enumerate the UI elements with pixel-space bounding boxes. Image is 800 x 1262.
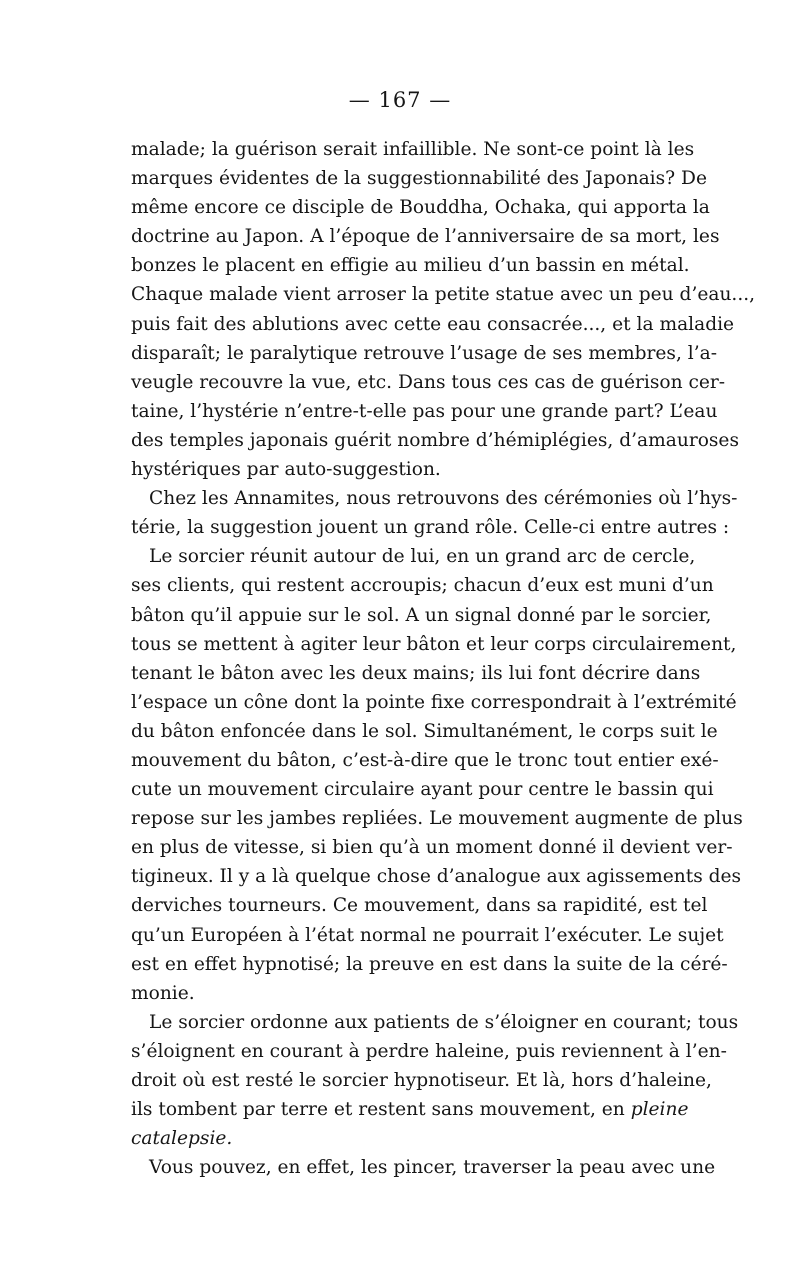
text-line: veugle recouvre la vue, etc. Dans tous ces cas de guérison cer-	[131, 371, 726, 393]
text-line: repose sur les jambes repliées. Le mouvement augmente de plus	[131, 808, 743, 830]
text-line: Vous pouvez, en effet, les pincer, traverser la peau avec une	[149, 1157, 716, 1179]
text-line: Chez les Annamites, nous retrouvons des cérémonies où l’hys-	[149, 488, 738, 510]
text-line: marques évidentes de la suggestionnabilité des Japonais? De	[131, 168, 707, 190]
text-line: monie.	[131, 982, 195, 1004]
text-line: mouvement du bâton, c’est-à-dire que le tronc tout entier exé-	[131, 749, 719, 771]
text-line: disparaît; le paralytique retrouve l’usage de ses membres, l’a-	[131, 342, 718, 364]
text-line: cute un mouvement circulaire ayant pour centre le bassin qui	[131, 779, 714, 801]
text-line: qu’un Européen à l’état normal ne pourrait l’exécuter. Le sujet	[131, 924, 724, 946]
text-line	[131, 1095, 689, 1124]
text-line: hystériques par auto-suggestion.	[131, 459, 441, 481]
text-line: tigineux. Il y a là quelque chose d’analogue aux agissements des	[131, 866, 742, 888]
text-line: Le sorcier réunit autour de lui, en un grand arc de cercle,	[149, 546, 696, 568]
text-line: est en effet hypnotisé; la preuve en est dans la suite de la céré-	[131, 953, 728, 975]
body-text	[131, 135, 756, 1182]
text-line: taine, l’hystérie n’entre-t-elle pas pour une grande part? L’eau	[131, 400, 718, 422]
text-line: s’éloignent en courant à perdre haleine, puis reviennent à l’en-	[131, 1040, 727, 1062]
text-line: Le sorcier ordonne aux patients de s’éloigner en courant; tous	[149, 1011, 739, 1033]
text-line: bâton qu’il appuie sur le sol. A un signal donné par le sorcier,	[131, 604, 712, 626]
text-line: Chaque malade vient arroser la petite statue avec un peu d’eau...,	[131, 284, 756, 306]
text-line: du bâton enfoncée dans le sol. Simultanément, le corps suit le	[131, 720, 718, 742]
text-line: droit où est resté le sorcier hypnotiseur. Et là, hors d’haleine,	[131, 1070, 712, 1091]
text-line: ses clients, qui restent accroupis; chacun d’eux est muni d’un	[131, 575, 714, 597]
text-line: doctrine au Japon. A l’époque de l’anniversaire de sa mort, les	[131, 226, 720, 248]
text-line: térie, la suggestion jouent un grand rôle. Celle-ci entre autres :	[131, 517, 730, 539]
text-line: des temples japonais guérit nombre d’hémiplégies, d’amauroses	[131, 429, 739, 451]
text-line: l’espace un cône dont la pointe fixe correspondrait à l’extrémité	[131, 691, 737, 713]
italic-text: pleine	[630, 1099, 689, 1121]
text-line: tous se mettent à agiter leur bâton et leur corps circulairement,	[131, 633, 737, 655]
text-line: même encore ce disciple de Bouddha, Ochaka, qui apporta la	[131, 197, 710, 219]
text-line: derviches tourneurs. Ce mouvement, dans sa rapidité, est tel	[131, 895, 708, 917]
text-line: tenant le bâton avec les deux mains; ils lui font décrire dans	[131, 662, 701, 684]
text-line: en plus de vitesse, si bien qu’à un moment donné il devient ver-	[131, 837, 733, 859]
text-line: bonzes le placent en effigie au milieu d’un bassin en métal.	[131, 255, 690, 277]
text-line: puis fait des ablutions avec cette eau consacrée..., et la maladie	[131, 313, 735, 335]
italic-text-line: catalepsie.	[131, 1128, 233, 1150]
text-fragment: ils tombent par terre et restent sans mouvement, en	[131, 1099, 625, 1121]
text-line: malade; la guérison serait infaillible. Ne sont-ce point là les	[131, 139, 695, 160]
page-number: — 167 —	[348, 88, 452, 112]
